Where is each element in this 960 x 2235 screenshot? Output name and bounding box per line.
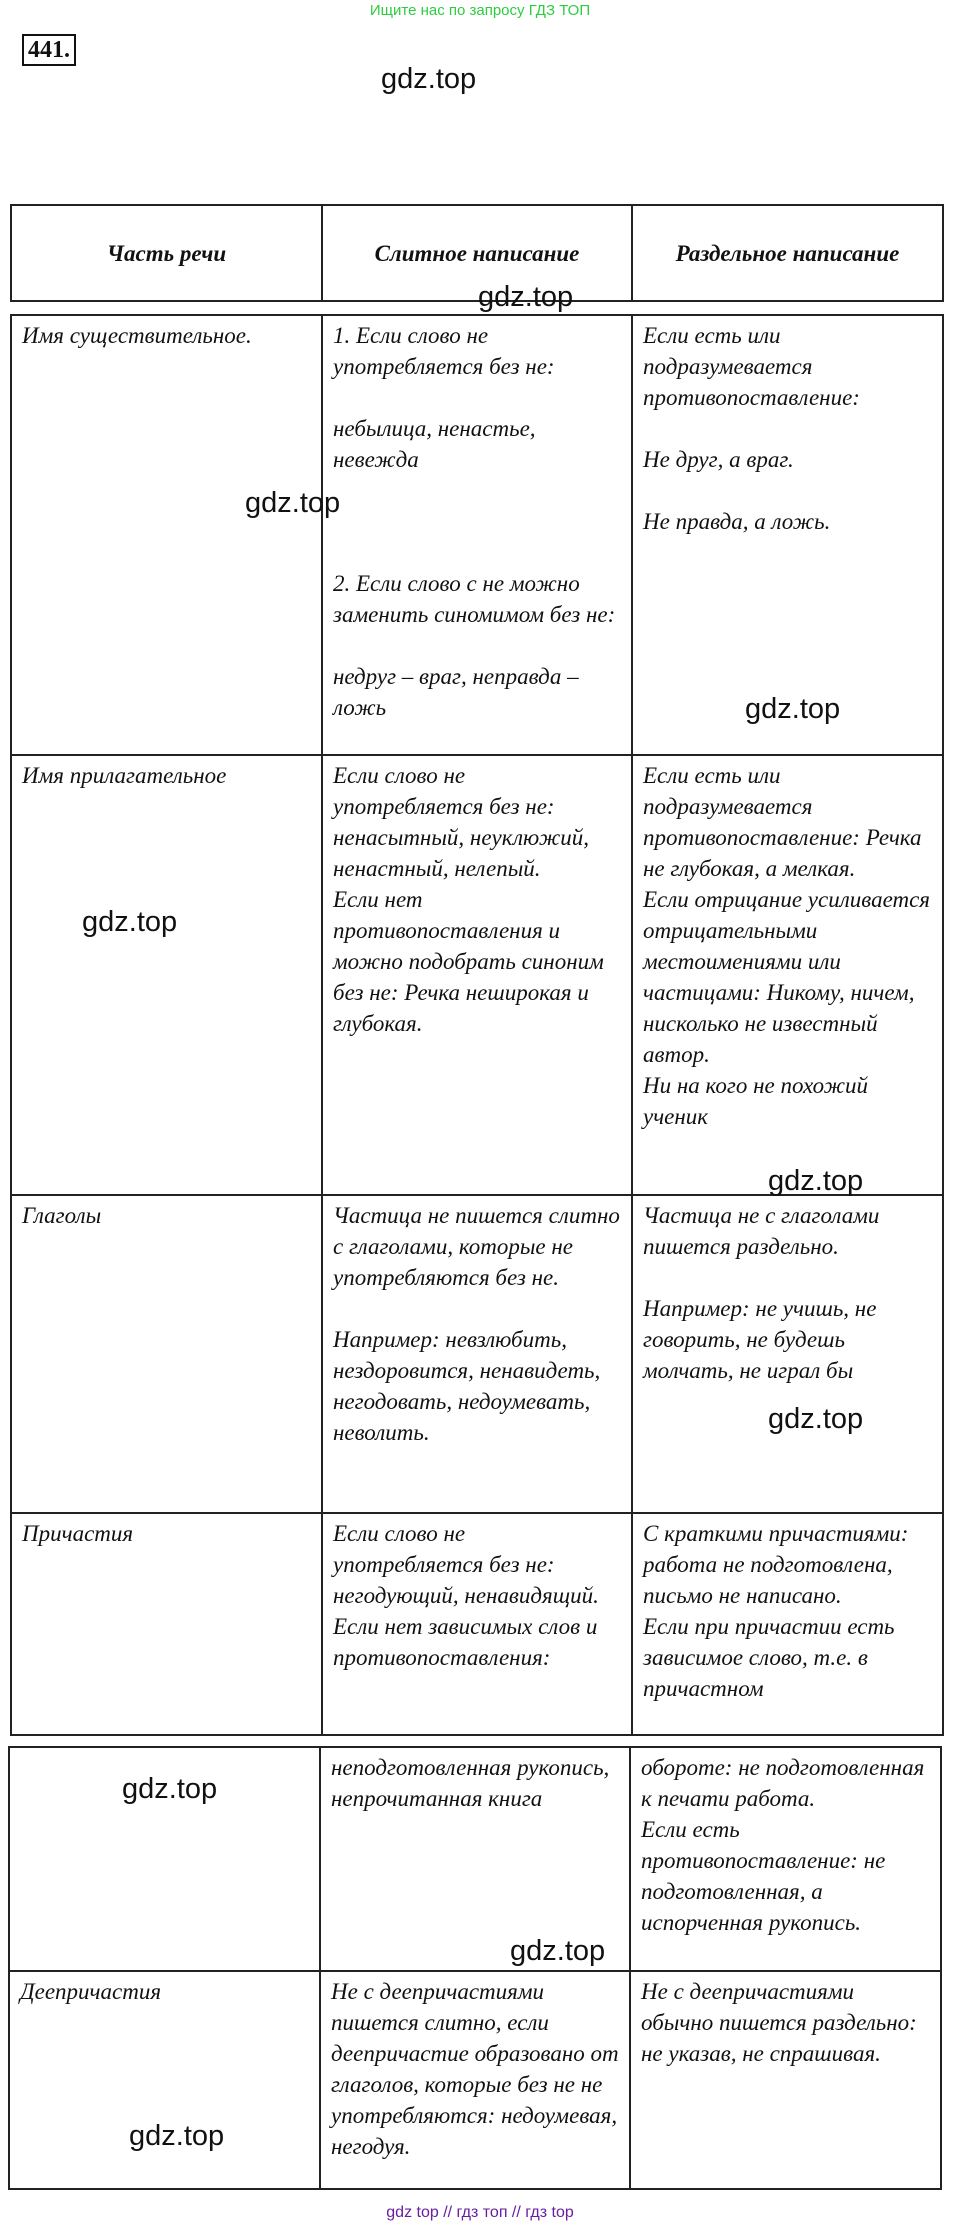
rules-table-part-1: [10, 204, 944, 1736]
cell-fused-rule: Если слово не употребляется без не: негодующий, ненавидящий. Если нет зависимых слов и противопоставления:: [322, 1513, 632, 1735]
cell-part-of-speech: Деепричастия: [9, 1971, 320, 2189]
cell-part-of-speech: Имя существительное.: [11, 315, 322, 755]
search-banner[interactable]: Ищите нас по запросу ГДЗ ТОП: [369, 2, 591, 19]
cell-fused-rule: 1. Если слово не употребляется без не: небылица, ненастье, невежда 2. Если слово с не можно заменить синомимом без не: недруг – враг, неправда – ложь: [322, 315, 632, 755]
cell-part-of-speech: Имя прилагательное: [11, 755, 322, 1195]
watermark: gdz.top: [381, 63, 477, 95]
watermark: gdz.top: [129, 2120, 225, 2152]
table-row: [11, 1195, 943, 1513]
table-row: [11, 1513, 943, 1735]
task-number: 441.: [22, 34, 76, 66]
cell-fused-rule: неподготовленная рукопись, непрочитанная книга: [320, 1747, 630, 1971]
cell-separate-rule: Не с деепричастиями обычно пишется раздельно: не указав, не спрашивая.: [630, 1971, 941, 2189]
cell-separate-rule: обороте: не подготовленная к печати работа. Если есть противопоставление: не подготовленная, а испорченная рукопись.: [630, 1747, 941, 1971]
cell-part-of-speech: Глаголы: [11, 1195, 322, 1513]
header-part-of-speech: Часть речи: [11, 205, 322, 301]
watermark: gdz.top: [122, 1773, 218, 1805]
cell-fused-rule: Не с деепричастиями пишется слитно, если деепричастие образовано от глаголов, которые без не не употребляются: недоумевая, негодуя.: [320, 1971, 630, 2189]
cell-separate-rule: Если есть или подразумевается противопоставление: Не друг, а враг. Не правда, а ложь.: [632, 315, 943, 755]
watermark: gdz.top: [245, 487, 341, 519]
footer-links[interactable]: gdz top // гдз топ // гдз top: [386, 2204, 574, 2221]
cell-separate-rule: Если есть или подразумевается противопоставление: Речка не глубокая, а мелкая. Если отрицание усиливается отрицательными местоимениями или частицами: Никому, ничем, нисколько не известный автор. Ни на кого не похожий ученик: [632, 755, 943, 1195]
cell-fused-rule: Частица не пишется слитно с глаголами, которые не употребляются без не. Например: невзлюбить, нездоровится, ненавидеть, негодовать, недоумевать, неволить.: [322, 1195, 632, 1513]
watermark: gdz.top: [768, 1165, 864, 1197]
cell-separate-rule: Частица не с глаголами пишется раздельно. Например: не учишь, не говорить, не будешь молчать, не играл бы: [632, 1195, 943, 1513]
watermark: gdz.top: [510, 1935, 606, 1967]
table-row: [11, 315, 943, 755]
header-separate-spelling: Раздельное написание: [632, 205, 943, 301]
watermark: gdz.top: [82, 906, 178, 938]
cell-part-of-speech: Причастия: [11, 1513, 322, 1735]
watermark: gdz.top: [478, 281, 574, 313]
watermark: gdz.top: [745, 693, 841, 725]
cell-separate-rule: С краткими причастиями: работа не подготовлена, письмо не написано. Если при причастии есть зависимое слово, т.е. в причастном: [632, 1513, 943, 1735]
table-row: [9, 1971, 941, 2189]
table-row: [11, 755, 943, 1195]
cell-fused-rule: Если слово не употребляется без не: ненасытный, неуклюжий, ненастный, нелепый. Если нет противопоставления и можно подобрать синоним без не: Речка неширокая и глубокая.: [322, 755, 632, 1195]
watermark: gdz.top: [768, 1403, 864, 1435]
header-fused-spelling: Слитное написание: [322, 205, 632, 301]
